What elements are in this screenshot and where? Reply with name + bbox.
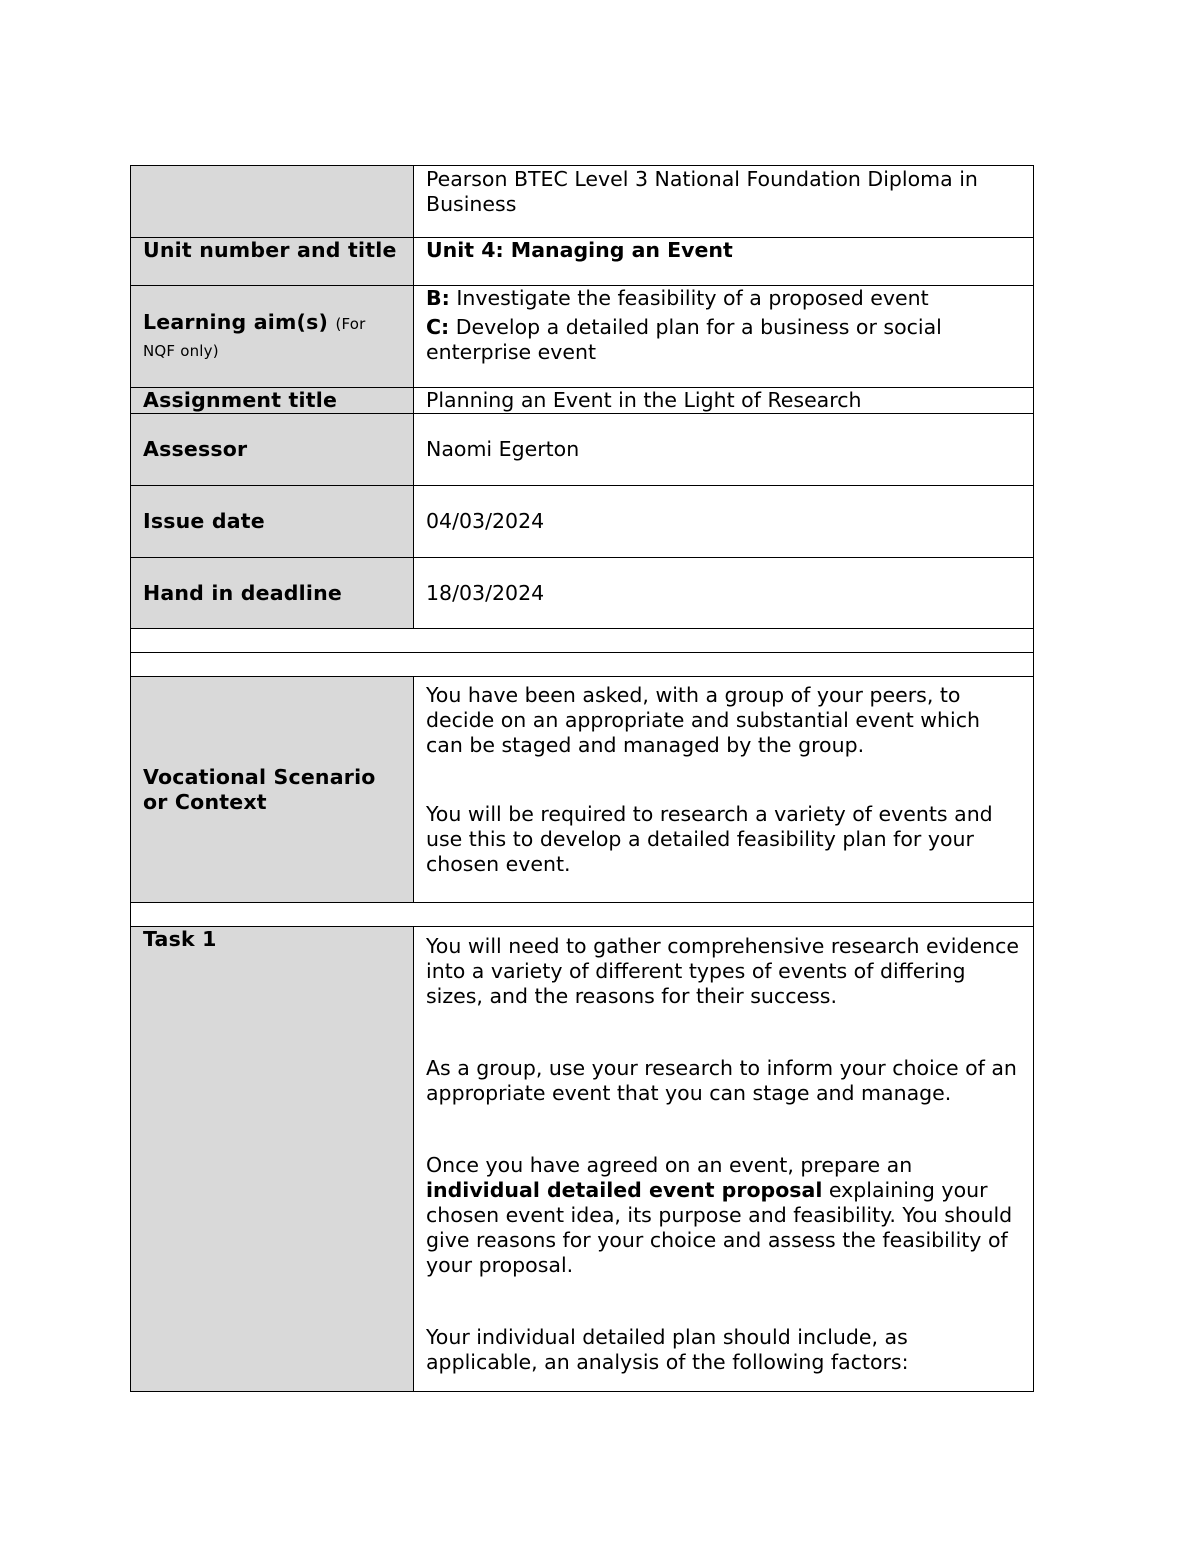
- task1-label: [131, 927, 414, 1392]
- aim-b-prefix: B:: [426, 286, 450, 310]
- learning-aims-note: (For NQF only): [143, 314, 366, 360]
- hand-in-row: [131, 558, 1034, 629]
- issue-date-text: 04/03/2024: [426, 509, 545, 533]
- spacer-cell: [131, 903, 1034, 927]
- aim-c-text: Develop a detailed plan for a business or social enterprise event: [426, 315, 942, 364]
- hand-in-text: 18/03/2024: [426, 580, 545, 605]
- aim-c: [426, 315, 1021, 365]
- task1-emphasis: individual detailed event proposal: [426, 1178, 823, 1202]
- hand-in-label: [131, 558, 414, 629]
- unit-label-text: Unit number and title: [143, 238, 397, 262]
- task1-label-text: Task 1: [143, 927, 217, 951]
- task1-paragraph: As a group, use your research to inform your choice of an appropriate event that you can stage and manage.: [426, 1056, 1017, 1105]
- hand-in-label-text: Hand in deadline: [143, 580, 342, 605]
- assessor-row: [131, 414, 1034, 486]
- task1-paragraph: [426, 1153, 1021, 1278]
- spacer-cell: [131, 653, 1034, 677]
- task1-paragraph: You will need to gather comprehensive research evidence into a variety of different types of events of differing sizes, and the reasons for their success.: [426, 934, 1019, 1008]
- qualification-cell: [414, 166, 1034, 238]
- assignment-brief-table: [130, 165, 1034, 1392]
- assessor-label-text: Assessor: [143, 437, 248, 461]
- assessor-label: [131, 414, 414, 486]
- qualification-row: [131, 166, 1034, 238]
- scenario-label-text: Vocational Scenario or Context: [143, 764, 376, 814]
- spacer-row: [131, 653, 1034, 677]
- paragraph-gap: [426, 758, 1021, 802]
- assignment-title-label: [131, 388, 414, 414]
- qualification-label-cell: [131, 166, 414, 238]
- scenario-value: [414, 677, 1034, 903]
- learning-aims-label: [131, 286, 414, 388]
- task1-text: Once you have agreed on an event, prepare an: [426, 1153, 913, 1177]
- task1-value: [414, 927, 1034, 1392]
- scenario-row: [131, 677, 1034, 903]
- issue-date-label: [131, 486, 414, 558]
- learning-aims-value: [414, 286, 1034, 388]
- unit-row: [131, 238, 1034, 286]
- unit-value-text: Unit 4: Managing an Event: [426, 238, 733, 262]
- task1-row: [131, 927, 1034, 1392]
- issue-date-label-text: Issue date: [143, 509, 265, 533]
- learning-aims-row: [131, 286, 1034, 388]
- spacer-row: [131, 903, 1034, 927]
- scenario-paragraph: You will be required to research a variety of events and use this to develop a detailed feasibility plan for your chosen event.: [426, 802, 993, 876]
- unit-label: [131, 238, 414, 286]
- qualification-text: Pearson BTEC Level 3 National Foundation Diploma in Business: [426, 167, 978, 216]
- assignment-title-value: [414, 388, 1034, 414]
- aim-b-text: Investigate the feasibility of a proposed event: [449, 286, 929, 310]
- issue-date-row: [131, 486, 1034, 558]
- assignment-title-label-text: Assignment title: [143, 388, 338, 412]
- learning-aims-label-text: Learning aim(s): [143, 309, 329, 334]
- aim-c-prefix: C:: [426, 315, 450, 339]
- hand-in-value: [414, 558, 1034, 629]
- assignment-title-text: Planning an Event in the Light of Research: [426, 388, 862, 412]
- aim-b: [426, 286, 1021, 311]
- assessor-value: [414, 414, 1034, 486]
- issue-date-value: [414, 486, 1034, 558]
- scenario-label: [131, 677, 414, 903]
- spacer-cell: [131, 629, 1034, 653]
- spacer-row: [131, 629, 1034, 653]
- assignment-title-row: [131, 388, 1034, 414]
- scenario-paragraph: You have been asked, with a group of your peers, to decide on an appropriate and substantial event which can be staged and managed by the group.: [426, 683, 981, 757]
- paragraph-gap: [426, 1278, 1021, 1325]
- assessor-name: Naomi Egerton: [426, 437, 580, 461]
- unit-value: [414, 238, 1034, 286]
- paragraph-gap: [426, 1009, 1021, 1056]
- task1-text: explaining your chosen event idea, its purpose and feasibility. You should give reasons for your choice and assess the feasibility of your proposal.: [426, 1178, 1013, 1277]
- task1-paragraph: Your individual detailed plan should include, as applicable, an analysis of the following factors:: [426, 1325, 909, 1374]
- paragraph-gap: [426, 1106, 1021, 1153]
